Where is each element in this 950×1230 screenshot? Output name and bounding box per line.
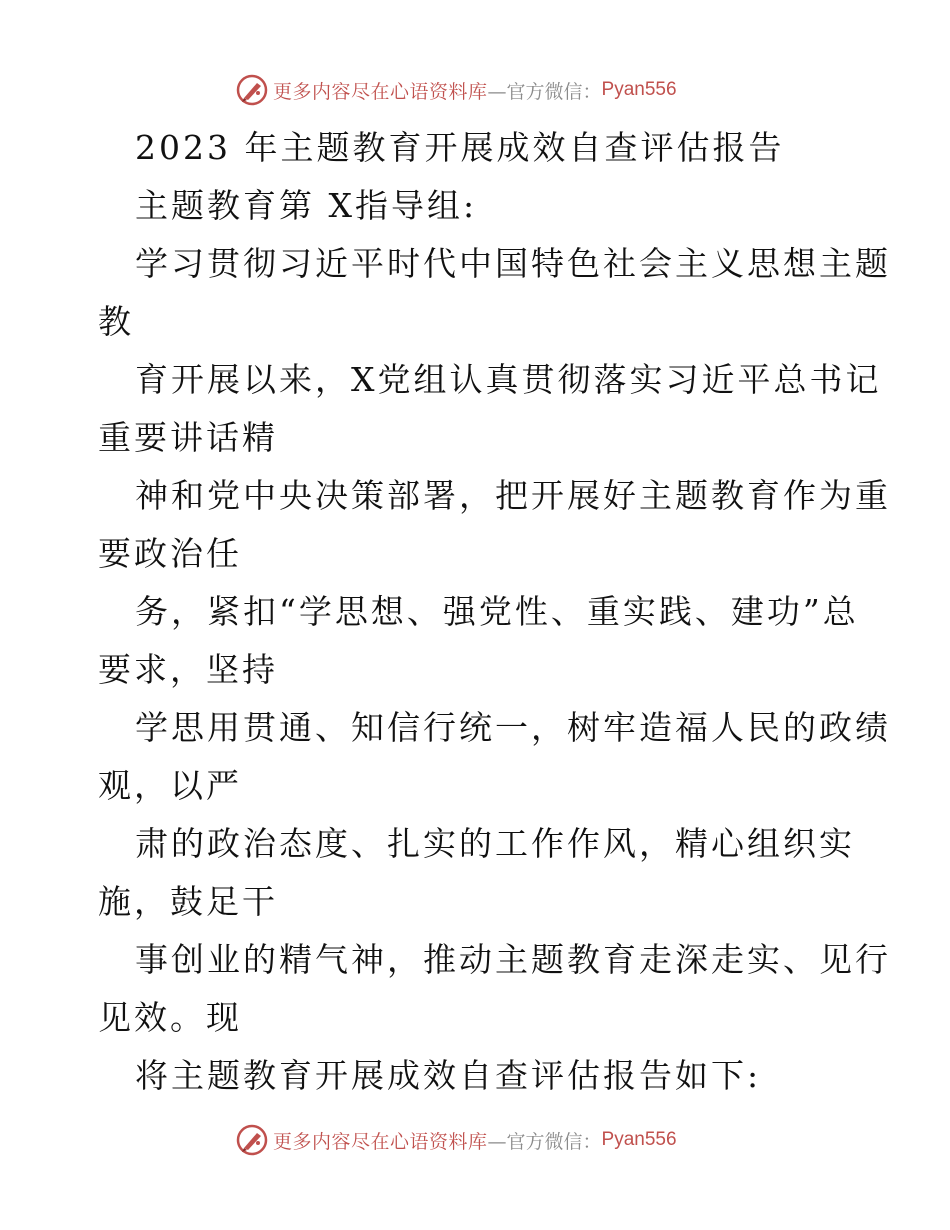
addressee-line: 主题教育第 X指导组:	[135, 186, 478, 225]
text-line: 肃的政治态度、扎实的工作作风，精心组织实	[135, 824, 855, 863]
watermark-separator: —官方微信：	[487, 80, 602, 103]
text-line: 学习贯彻习近平时代中国特色社会主义思想主题	[135, 244, 891, 283]
text-line: 育开展以来，X党组认真贯彻落实习近平总书记	[135, 360, 882, 399]
text-line: 要求，坚持	[98, 650, 278, 689]
text-line: 教	[98, 302, 134, 341]
text-line: 观，以严	[98, 766, 242, 805]
document-title: 2023 年主题教育开展成效自查评估报告	[135, 128, 785, 167]
watermark-footer	[235, 1122, 677, 1158]
text-line: 见效。现	[98, 998, 242, 1037]
text-line: 将主题教育开展成效自查评估报告如下:	[135, 1056, 762, 1095]
watermark-contact: Pyan556	[601, 79, 677, 100]
text-line: 神和党中央决策部署，把开展好主题教育作为重	[135, 476, 891, 515]
text-line: 事创业的精气神，推动主题教育走深走实、见行	[135, 940, 891, 979]
watermark-text: 更多内容尽在心语资料库	[273, 1130, 488, 1153]
watermark-text: 更多内容尽在心语资料库	[273, 80, 488, 103]
watermark-contact: Pyan556	[601, 1129, 677, 1150]
pen-logo-icon	[235, 73, 269, 107]
text-line: 要政治任	[98, 534, 242, 573]
text-line: 学思用贯通、知信行统一，树牢造福人民的政绩	[135, 708, 891, 747]
watermark-header	[235, 72, 677, 108]
watermark-separator: —官方微信：	[487, 1130, 602, 1153]
pen-logo-icon	[235, 1123, 269, 1157]
text-line: 施，鼓足干	[98, 882, 278, 921]
text-line: 务，紧扣“学思想、强党性、重实践、建功”总	[135, 592, 859, 631]
text-line: 重要讲话精	[98, 418, 278, 457]
